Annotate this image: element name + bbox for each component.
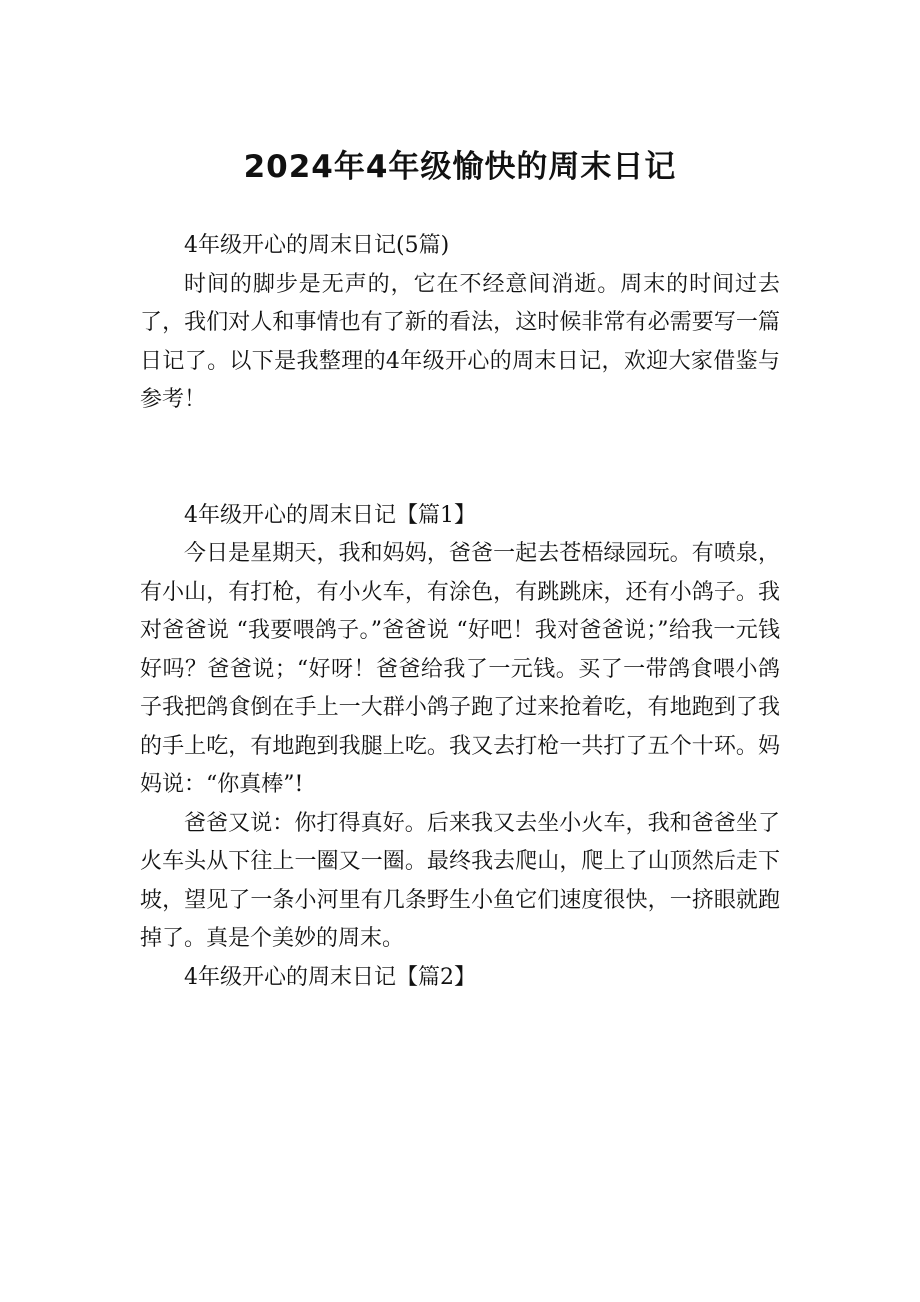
intro-paragraph: 时间的脚步是无声的，它在不经意间消逝。周末的时间过去了，我们对人和事情也有了新的看法，这时候非常有必需要写一篇日记了。以下是我整理的4年级开心的周末日记，欢迎大家借鉴与参考！: [140, 271, 780, 412]
document-title: 2024年4年级愉快的周末日记: [243, 149, 677, 185]
section-heading-1: 4年级开心的周末日记【篇1】: [184, 502, 476, 528]
section-spacer: [140, 420, 780, 497]
section-heading-2: 4年级开心的周末日记【篇2】: [184, 964, 476, 990]
section-1-paragraph-2: 爸爸又说：你打得真好。后来我又去坐小火车，我和爸爸坐了火车头从下往上一圈又一圈。最终我去爬山，爬上了山顶然后走下坡，望见了一条小河里有几条野生小鱼它们速度很快，一挤眼就跑掉了。真是个美妙的周末。: [140, 810, 780, 951]
document-subtitle: 4年级开心的周末日记(5篇): [184, 233, 450, 258]
document-body: [140, 227, 780, 997]
section-1-paragraph-1: 今日是星期天，我和妈妈，爸爸一起去苍梧绿园玩。有喷泉，有小山，有打枪，有小火车，有涂色，有跳跳床，还有小鸽子。我对爸爸说 “我要喂鸽子。”爸爸说 “好吧！我对爸爸说；”给我一元钱好吗？爸爸说；“好呀！爸爸给我了一元钱。买了一带鸽食喂小鸽子我把鸽食倒在手上一大群小鸽子跑了过来抢着吃，有地跑到了我的手上吃，有地跑到我腿上吃。我又去打枪一共打了五个十环。妈妈说：“你真棒”!: [140, 541, 780, 797]
